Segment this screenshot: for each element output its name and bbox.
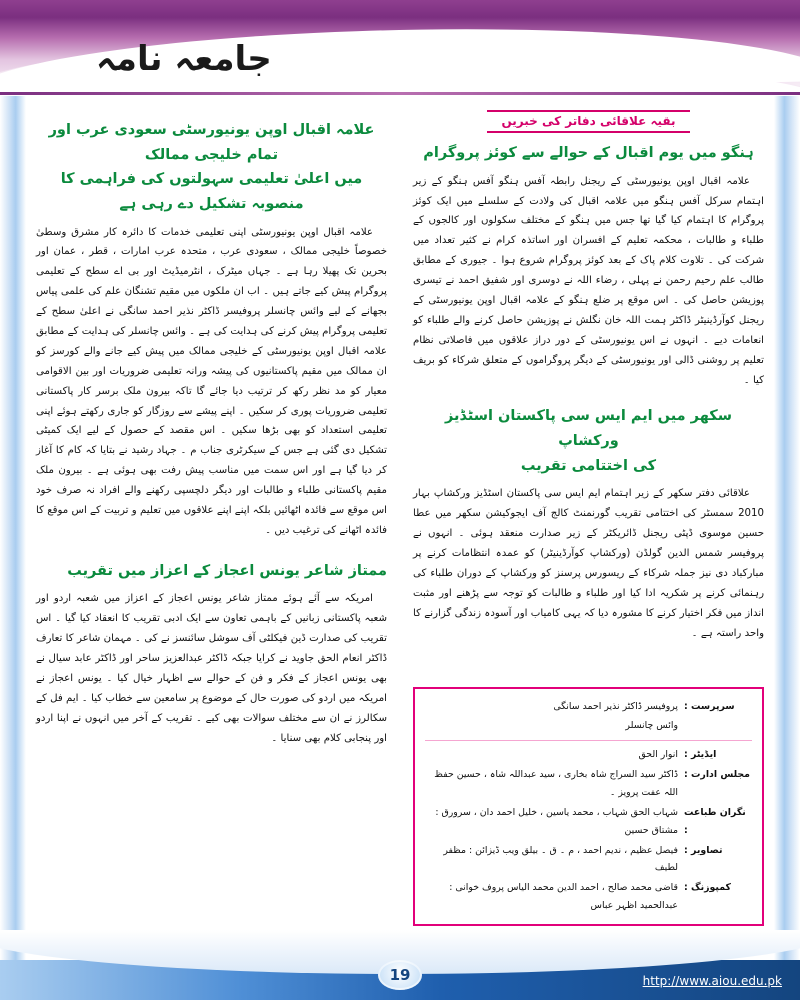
left-heading-workshop-line1: سکھر میں ایم ایس سی پاکستان اسٹڈیز ورکشاپ — [445, 408, 732, 450]
credits-row-label: ایڈیٹر : — [684, 749, 717, 761]
page-footer — [0, 938, 800, 1000]
credits-row-label: تصاویر : — [684, 844, 723, 856]
left-heading-workshop — [413, 404, 764, 478]
credits-row-label: نگران طباعت : — [684, 806, 746, 836]
left-column — [413, 110, 764, 930]
masthead-title: جامعہ نامہ — [96, 39, 272, 79]
right-heading-2: ممتاز شاعر یونس اعجاز کے اعزاز میں تقریب — [67, 562, 387, 579]
credits-row-label: مجلس ادارت : — [684, 769, 750, 781]
right-heading-1-line1: علامہ اقبال اوپن یونیورسٹی سعودی عرب اور تمام خلیجی ممالک — [48, 122, 375, 163]
right-column — [36, 110, 387, 930]
left-paragraph-2: علاقائی دفتر سکھر کے زیر اہتمام ایم ایس سی پاکستان اسٹڈیز ورکشاپ بہار 2010 سمسٹر کی اختتامی تقریب گورنمنٹ کالج آف ایجوکیشن سکھر میں عطا حسین موسوی ڈپٹی ریجنل ڈائریکٹر کے زیر صدارت منعقد ہوئی ۔ انہوں نے پروفیسر شمس الدین گولڈن (ورکشاپ کوآرڈینیٹر) کو عمدہ انتظامات کرنے پر مبارکباد دی نیز جملہ شرکاء کے ریسورس پرسنز کو ورکشاپ کے دوران طلباء کی رہنمائی کرنے پر شکریہ ادا کیا اور طلباء و طالبات کو توجہ سے پڑھنے اور مثبت انداز میں فکر اختیار کرنے کا مشورہ دیا کہ یہی کامیاب اور آسودہ زندگی گزارنے کا واحد راستہ ہے ۔ — [413, 488, 764, 639]
credits-row — [425, 841, 752, 879]
right-body-1 — [36, 223, 387, 541]
left-decorative-edge — [0, 0, 26, 1000]
credits-patron-label: سرپرست : — [684, 700, 735, 712]
left-body-1 — [413, 172, 764, 391]
credits-row — [425, 803, 752, 841]
article-columns — [36, 110, 764, 930]
section-tag-regional-news: بقیہ علاقائی دفاتر کی خبریں — [487, 110, 689, 133]
credits-divider — [425, 740, 752, 741]
right-paragraph-2: امریکہ سے آئے ہوئے ممتاز شاعر یونس اعجاز کے اعزاز میں شعبہ اردو اور شعبہ پاکستانی زبانیں کے باہمی تعاون سے ایک ادبی تقریب کا انعقاد کیا گیا ۔ اس تقریب کی صدارت ڈین فیکلٹی آف سوشل سائنسز نے کی ۔ مہمان شاعر کا تعارف ڈاکٹر انعام الحق جاوید نے کرایا جبکہ ڈاکٹر عبدالعزیز ساحر اور ڈاکٹر عابد سیال نے بھی یونس اعجاز کے فکر و فن کے حوالے سے اظہار خیال کیا ۔ یونس اعجاز نے امریکہ میں اردو کی صورت حال کے موضوع پر سامعین سے خطاب کیا ۔ ایم فل کے سکالرز نے ان سے مختلف سوالات بھی کیے ۔ تقریب کے آخر میں انہوں نے اپنا اردو اور پنجابی کلام بھی سنایا ۔ — [36, 593, 387, 744]
banner-divider — [0, 92, 800, 95]
right-heading-1-line2: میں اعلیٰ تعلیمی سہولتوں کی فراہمی کا منصوبہ تشکیل دے رہی ہے — [60, 171, 363, 212]
credits-row — [425, 745, 752, 765]
credits-row — [425, 765, 752, 803]
credits-row-value: شہاب الحق شہاب ، محمد یاسین ، خلیل احمد دان ، سرورق : مشتاق حسین — [435, 806, 678, 836]
credits-patron-row — [425, 697, 752, 717]
right-paragraph-1: علامہ اقبال اوپن یونیورسٹی اپنی تعلیمی خدمات کا دائرہ کار مشرق وسطیٰ خصوصاً خلیجی ممالک ، سعودی عرب ، متحدہ عرب امارات ، قطر ، عمان اور بحرین تک پھیلا رہا ہے ۔ جہاں میٹرک ، انٹرمیڈیٹ اور بی اے سطح کے تعلیمی پروگرام پیش کیے جاتے ہیں ۔ اب ان ملکوں میں مقیم تشنگان علم کی علمی پیاس بجھانے کے لیے وائس چانسلر پروفیسر ڈاکٹر نذیر احمد سانگی نے اعلیٰ سطح کے تعلیمی پروگرام پیش کرنے کی ہدایت کی ہے ۔ وائس چانسلر کی ہدایت کے مطابق علامہ اقبال اوپن یونیورسٹی کے خلیجی ممالک میں پیش کیے جانے والے کورسز کو ان ممالک میں مقیم پاکستانیوں کی پیشہ ورانہ تعلیمی ضروریات اور بین الاقوامی معیار کو مد نظر رکھ کر ترتیب دیا جائے گا تاکہ بیرون ملک برسر کار پاکستانی تعلیمی ضروریات پوری کر سکیں ۔ اپنے پیشے سے روزگار کو جاری رکھتے ہوئے اپنی تعلیمی استعداد کو بھی بڑھا سکیں ۔ اس مقصد کے حصول کے لیے ایک کمیٹی تشکیل دی گئی ہے جس کے سیکرٹری جناب م ۔ جہاد رشید نے بتایا کہ کام کا آغاز کر دیا گیا ہے اور اس سمت میں مناسب پیش رفت بھی ہوئی ہے ۔ بیرون ملک مقیم پاکستانی طلباء و طالبات اور دیگر دلچسپی رکھنے والے افراد نہ صرف خود اس موقع سے فائدہ اٹھائیں بلکہ اپنے اپنے علاقوں میں تعلیم و تربیت کے اس موقع کا فائدہ اٹھانے کی ترغیب دیں ۔ — [36, 226, 387, 536]
credits-row-value: قاضی محمد صالح ، احمد الدین محمد الیاس پروف خوانی : عبدالحمید اظہر عباس — [449, 882, 678, 912]
credits-row-label: کمپوزنگ : — [684, 882, 731, 894]
left-heading-quiz: ہنگو میں یوم اقبال کے حوالے سے کوئز پروگرام — [423, 145, 754, 161]
left-paragraph-1: علامہ اقبال اوپن یونیورسٹی کے ریجنل رابطہ آفس ہنگو آفس ہنگو کے زیر اہتمام سرکل آفس ہنگو میں علامہ اقبال کی ولادت کے سلسلے میں ایک کوئز پروگرام کا اہتمام کیا گیا تھا جس میں ہنگو کے مختلف سکولوں اور کالجوں کے طلباء و طالبات ، محکمہ تعلیم کے افسران اور اساتذہ کرام نے کثیر تعداد میں شرکت کی ۔ تلاوت کلام پاک کے بعد کوئز پروگرام شروع ہوا ۔ جیوری کے مطابق طالب علم رحیم رحمن نے پہلی ، رضاء اللہ نے دوسری اور شفیق احمد نے تیسری پوزیشن حاصل کی ۔ اس موقع پر ضلع ہنگو کے علامہ اقبال اوپن یونیورسٹی کے ریجنل کوآرڈینیٹر ڈاکٹر ہمت اللہ خان نگلش نے پوزیشن حاصل کرنے والے طلباء کو انعامات دیے ۔ انہوں نے اس یونیورسٹی کے دور دراز علاقوں میں فاصلاتی نظام تعلیم پر روشنی ڈالی اور یونیورسٹی کے دیگر پروگراموں کے متعلق شرکاء کو بریف کیا ۔ — [413, 175, 764, 386]
right-heading-1 — [36, 118, 387, 217]
credits-row-value: ڈاکٹر سید السراج شاہ بخاری ، سید عبداللہ شاہ ، حسین حفظ اللہ عفت پرویز ۔ — [434, 769, 678, 798]
credits-row — [425, 878, 752, 916]
credits-patron-name: پروفیسر ڈاکٹر نذیر احمد سانگی — [553, 700, 678, 712]
page-number-badge: 19 — [378, 960, 422, 990]
credits-row-value: انوار الحق — [638, 749, 678, 761]
left-body-2 — [413, 484, 764, 643]
credits-patron-title-row — [425, 716, 752, 736]
credits-box — [413, 687, 764, 926]
left-heading-workshop-line2: کی اختتامی تقریب — [520, 457, 657, 474]
right-body-2 — [36, 589, 387, 748]
credits-row-value: فیصل عظیم ، ندیم احمد ، م ۔ ق ۔ بیلق ویب ڈیزائن : مظفر لطیف — [443, 844, 678, 874]
credits-patron-title: وائس چانسلر — [625, 720, 678, 732]
right-decorative-edge — [774, 0, 800, 1000]
website-url-link[interactable]: http://www.aiou.edu.pk — [642, 974, 782, 988]
